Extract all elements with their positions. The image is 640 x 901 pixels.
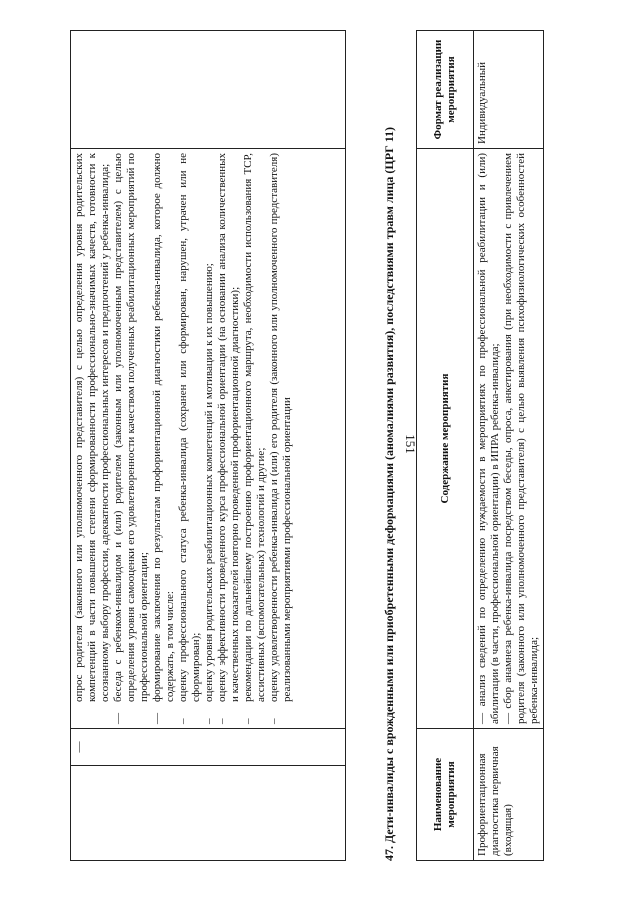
list-dash: —: [151, 713, 163, 724]
list-item: [203, 153, 216, 724]
header-name: Наименование мероприятия: [417, 729, 474, 861]
list-dash: –: [268, 718, 280, 724]
list-item-text: оценку уровня родительских реабилитационных компетенций и мотивации к их повышению;: [203, 263, 215, 702]
list-item: [177, 153, 203, 724]
list-item-text: оценку профессионального статуса ребенка-инвалида (сохранен или сформирован, нарушен, утрачен или не сформирован);: [177, 153, 202, 702]
list-item: [112, 153, 151, 724]
list-item-text: оценку эффективности проведенного курса профессиональной ориентации (на основании анализа количественных и качественных показателей повторно проведенной профориентационной диагностики);: [216, 153, 241, 702]
list-item-text: беседа с ребенком-инвалидом и (или) родителем (законным или уполномоченным представителем) с целью определения уровня самооценки его удовлетворенности качеством полученных реабилитационных мероприятий по профессиональной ориентации;: [112, 153, 150, 702]
list-item-text: рекомендации по дальнейшему построению профориентационного маршрута, необходимости использования ТСР, ассистивных (вспомогательных) технологий и другие;: [242, 153, 267, 702]
header-content: Содержание мероприятия: [417, 149, 474, 729]
header-format: Формат реализации мероприятия: [417, 31, 474, 149]
empty-cell: [71, 766, 346, 861]
list-dash: –: [242, 718, 254, 724]
content-cell: [71, 149, 346, 729]
list-dash: [73, 702, 112, 724]
section-heading: 47. Дети-инвалиды с врожденными или приобретенными деформациями (аномалиями развития), последствиями травм лица (ЦРГ 11): [382, 126, 396, 861]
list-item: [73, 153, 112, 724]
list-dash: –: [203, 718, 215, 724]
activity-content: [474, 149, 544, 729]
table-row: [71, 31, 346, 861]
table-header-row: [417, 31, 474, 861]
content-line: — сбор анамнеза ребенка-инвалида посредством беседы, опроса, анкетирования (при необходимости с привлечением родителя (законного или уполномоченного представителя) с целью выявления психофизиологических особенностей ребенка-инвалида;: [502, 153, 540, 724]
list-item-text: формирование заключения по результатам профориентационной диагностики ребенка-инвалида, которое должно содержать, в том числе:: [151, 153, 176, 702]
dash-cell: —: [71, 729, 346, 766]
list-item: [268, 153, 294, 724]
activity-table: [416, 30, 544, 861]
list-item-text: оценку удовлетворенности ребенка-инвалида и (или) его родителя (законного или уполномоченного представителя) реализованными мероприятиями профессиональной ориентации: [268, 153, 293, 702]
list-item: [216, 153, 242, 724]
content-line: — анализ сведений по определению нуждаемости в мероприятиях по профессиональной реабилитации и (или) абилитации (в части, профессиональной ориентации) в ИПРА ребенка-инвалида;: [476, 153, 501, 724]
list-dash: —: [112, 713, 124, 724]
list-dash: –: [177, 718, 189, 724]
empty-cell: [71, 31, 346, 149]
list-item-text: опрос родителя (законного или уполномоченного представителя) с целью определения уровня родительских компетенций в части повышения степени сформированности профессионально-значимых качеств, готовности к осознанному выбору профессии, адекватности профессиональных интересов и предпочтений у ребенка-инвалида;: [73, 153, 111, 702]
list-item: [242, 153, 268, 724]
list-item: [151, 153, 177, 724]
list-dash: –: [216, 718, 228, 724]
activity-name: Профориентационная диагностика первичная (входящая): [474, 729, 544, 861]
activity-format: Индивидуальный: [474, 31, 544, 149]
rotated-page-content: [70, 30, 550, 861]
page-number: 151: [402, 434, 418, 454]
table-row: [474, 31, 544, 861]
table-continued: [70, 30, 346, 861]
